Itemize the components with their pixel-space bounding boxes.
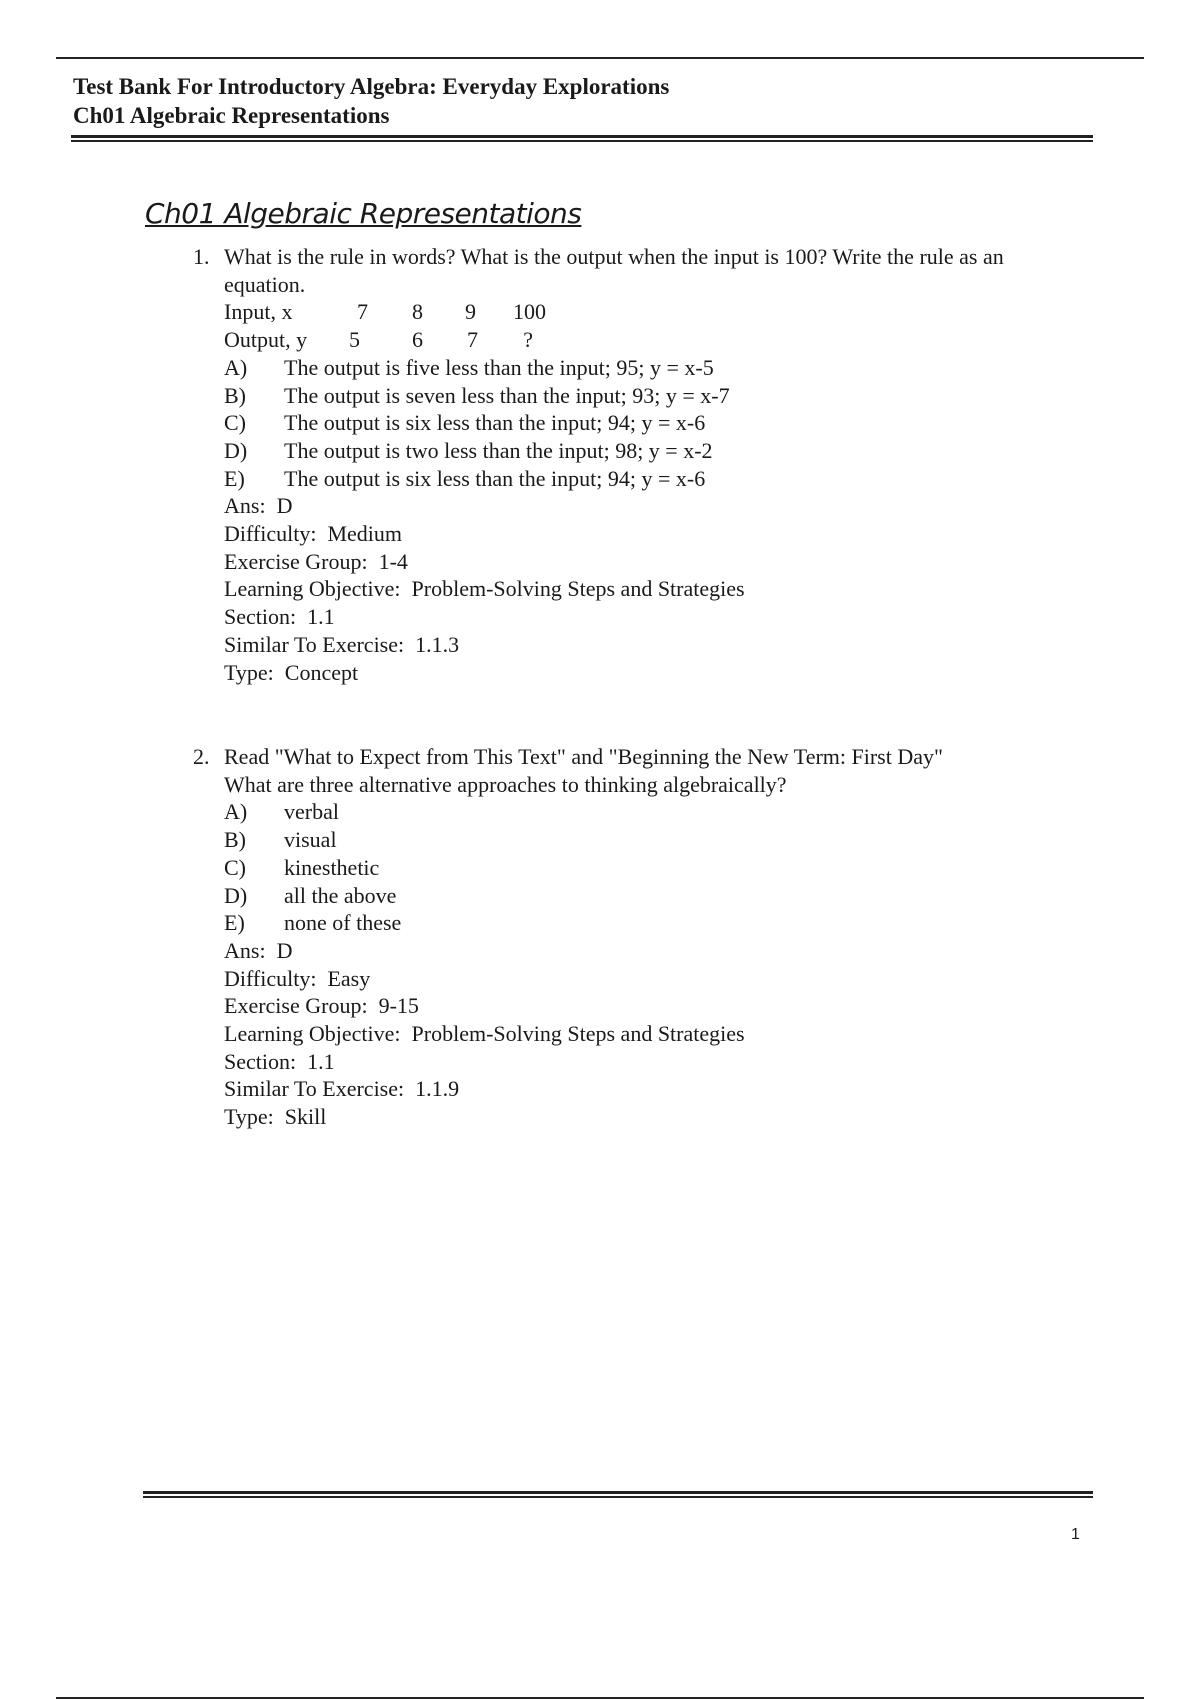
choice-letter: B) — [224, 382, 246, 408]
choice-text: The output is seven less than the input; 93; y = x-7 — [284, 382, 730, 408]
section: Section: 1.1 — [224, 1048, 335, 1074]
type: Type: Skill — [224, 1104, 327, 1130]
choice-letter: B) — [224, 827, 246, 853]
running-header — [73, 72, 669, 130]
choice-d — [224, 437, 1073, 465]
similar-to-exercise: Similar To Exercise: 1.1.3 — [224, 631, 460, 657]
header-chapter-title: Ch01 Algebraic Representations — [73, 103, 390, 128]
input-label: Input, x — [224, 299, 293, 325]
choice-text: The output is six less than the input; 94; y = x-6 — [284, 410, 706, 436]
question-number: 1. — [193, 244, 210, 269]
input-value: 100 — [513, 299, 546, 325]
choice-a — [224, 354, 1073, 382]
choice-text: The output is six less than the input; 94; y = x-6 — [284, 465, 706, 491]
choice-c — [224, 854, 1073, 882]
output-row — [224, 326, 1073, 354]
question-number: 2. — [193, 744, 210, 769]
choice-letter: E) — [224, 910, 245, 936]
header-book-title: Test Bank For Introductory Algebra: Everyday Explorations — [73, 74, 670, 99]
exercise-group: Exercise Group: 1-4 — [224, 548, 408, 574]
choice-letter: C) — [224, 410, 246, 436]
difficulty: Difficulty: Easy — [224, 965, 371, 991]
section: Section: 1.1 — [224, 604, 335, 630]
choice-letter: A) — [224, 799, 248, 825]
header-double-rule — [71, 135, 1093, 142]
choice-text: kinesthetic — [284, 854, 380, 880]
choice-text: The output is five less than the input; 95; y = x-5 — [284, 354, 714, 380]
footer-double-rule — [143, 1491, 1093, 1498]
page-number: 1 — [1071, 1526, 1080, 1543]
learning-objective: Learning Objective: Problem-Solving Steps and Strategies — [224, 576, 745, 602]
output-label: Output, y — [224, 327, 308, 353]
answer: Ans: D — [224, 493, 293, 519]
difficulty: Difficulty: Medium — [224, 521, 403, 547]
input-value: 9 — [465, 299, 476, 325]
output-value: 7 — [467, 327, 478, 353]
choice-letter: C) — [224, 854, 246, 880]
question-2 — [193, 743, 1073, 1131]
input-row — [224, 298, 1073, 326]
answer: Ans: D — [224, 937, 293, 963]
choice-d — [224, 882, 1073, 910]
choice-e — [224, 465, 1073, 493]
exercise-group: Exercise Group: 9-15 — [224, 993, 419, 1019]
choice-letter: D) — [224, 882, 248, 908]
question-stem-line: What are three alternative approaches to thinking algebraically? — [224, 771, 787, 797]
question-stem-line: Read "What to Expect from This Text" and "Beginning the New Term: First Day" — [224, 744, 943, 769]
choice-text: none of these — [284, 910, 402, 936]
output-value: 5 — [349, 327, 360, 353]
choice-letter: A) — [224, 354, 248, 380]
question-1 — [193, 243, 1073, 686]
choice-text: The output is two less than the input; 98; y = x-2 — [284, 437, 713, 463]
input-value: 8 — [412, 299, 423, 325]
choice-text: visual — [284, 827, 337, 853]
choice-text: verbal — [284, 799, 339, 825]
output-value: 6 — [412, 327, 423, 353]
choice-letter: D) — [224, 437, 248, 463]
choice-c — [224, 409, 1073, 437]
top-page-rule — [56, 57, 1144, 59]
choice-b — [224, 382, 1073, 410]
similar-to-exercise: Similar To Exercise: 1.1.9 — [224, 1076, 460, 1102]
learning-objective: Learning Objective: Problem-Solving Steps and Strategies — [224, 1021, 745, 1047]
choice-e — [224, 909, 1073, 937]
choice-b — [224, 826, 1073, 854]
choice-a — [224, 798, 1073, 826]
bottom-page-rule — [56, 1697, 1144, 1699]
choice-text: all the above — [284, 882, 397, 908]
output-value: ? — [523, 327, 533, 353]
question-stem: What is the rule in words? What is the output when the input is 100? Write the rule as an equation. — [224, 244, 1004, 297]
choice-letter: E) — [224, 465, 245, 491]
type: Type: Concept — [224, 659, 359, 685]
input-value: 7 — [357, 299, 368, 325]
chapter-title: Ch01 Algebraic Representations — [145, 197, 582, 230]
